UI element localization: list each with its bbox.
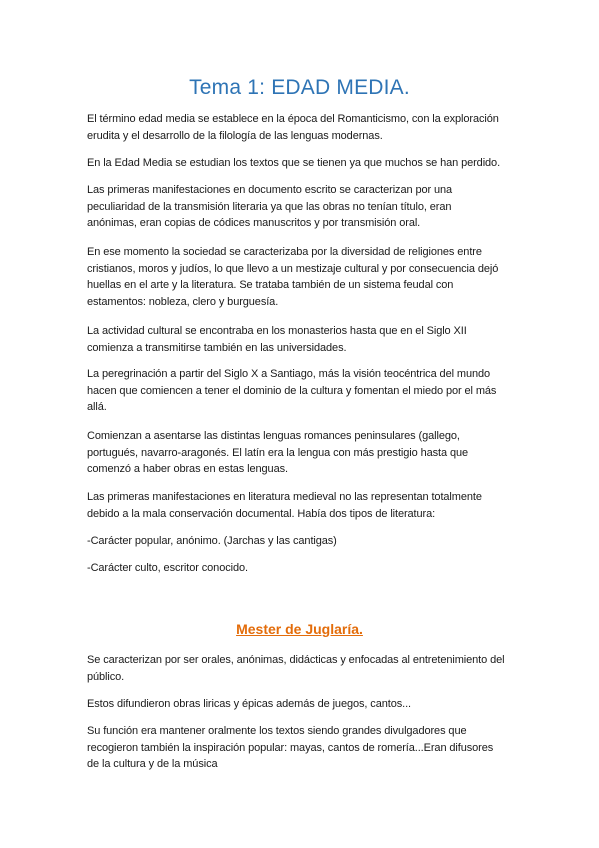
text-line: comienza a transmitirse también en las universidades. xyxy=(87,341,347,354)
section-title: Mester de Juglaría. xyxy=(236,621,363,637)
text-line: En la Edad Media se estudian los textos que se tienen ya que muchos se han perdido. xyxy=(87,157,501,169)
text-line: Se caracterizan por ser orales, anónimas, didácticas y enfocadas al entretenimiento del xyxy=(87,654,505,666)
text-line: El término edad media se establece en la época del Romanticismo, con la exploración xyxy=(87,113,499,125)
text-line: La peregrinación a partir del Siglo X a Santiago, más la visión teocéntrica del mundo xyxy=(87,368,491,380)
list-item-culto xyxy=(87,560,517,577)
paragraph-4 xyxy=(87,244,517,310)
list-item-popular xyxy=(87,533,517,550)
text-line: -Carácter culto, escritor conocido. xyxy=(87,562,248,574)
text-line: recogieron también la inspiración popular: mayas, cantos de romería...Eran difusores xyxy=(87,741,494,754)
text-line: Su función era mantener oralmente los textos siendo grandes divulgadores que xyxy=(87,725,467,737)
page-title: Tema 1: EDAD MEDIA. xyxy=(189,76,410,99)
text-line: La actividad cultural se encontraba en los monasterios hasta que en el Siglo XII xyxy=(87,325,467,337)
text-line: portugués, navarro-aragonés. El latín era la lengua con más prestigio hasta que xyxy=(87,446,469,459)
text-line: anónimas, eran copias de códices manuscritos y por transmisión oral. xyxy=(87,217,421,229)
text-line: Estos difundieron obras liricas y épicas además de juegos, cantos... xyxy=(87,698,411,710)
paragraph-1 xyxy=(87,111,517,144)
text-line: peculiaridad de la transmisión literaria ya que las obras no tenían título, eran xyxy=(87,200,452,213)
text-line: erudita y el desarrollo de la filología de las lenguas modernas. xyxy=(87,129,383,142)
text-line: allá. xyxy=(87,401,107,413)
text-line: público. xyxy=(87,670,125,683)
text-line: Comienzan a asentarse las distintas lenguas romances peninsulares (gallego, xyxy=(87,430,460,442)
text-line: Las primeras manifestaciones en documento escrito se caracterizan por una xyxy=(87,184,453,196)
paragraph-6 xyxy=(87,366,517,416)
text-line: de la cultura y de la música xyxy=(87,758,218,770)
paragraph-3 xyxy=(87,182,517,232)
section-paragraph-1 xyxy=(87,652,517,685)
text-line: En ese momento la sociedad se caracterizaba por la diversidad de religiones entre xyxy=(87,246,482,258)
text-line: huellas en el arte y la literatura. Se trataba también de un sistema feudal con xyxy=(87,279,454,291)
text-line: hacen que comiencen a tener el dominio de la cultura y fomentan el miedo por el más xyxy=(87,384,497,397)
text-line: comenzó a haber obras en estas lenguas. xyxy=(87,463,288,475)
text-line: cristianos, moros y judíos, lo que llevo a un mestizaje cultural y por consecuencia dejó xyxy=(87,262,499,275)
text-line: estamentos: nobleza, clero y burguesía. xyxy=(87,295,279,308)
paragraph-8 xyxy=(87,489,517,522)
section-paragraph-2 xyxy=(87,696,517,713)
text-line: debido a la mala conservación documental. Había dos tipos de literatura: xyxy=(87,507,436,520)
section-paragraph-3 xyxy=(87,723,517,773)
text-line: -Carácter popular, anónimo. (Jarchas y las cantigas) xyxy=(87,535,337,547)
text-line: Las primeras manifestaciones en literatura medieval no las representan totalmente xyxy=(87,491,482,503)
paragraph-5 xyxy=(87,323,517,356)
paragraph-2 xyxy=(87,155,517,172)
paragraph-7 xyxy=(87,428,517,478)
